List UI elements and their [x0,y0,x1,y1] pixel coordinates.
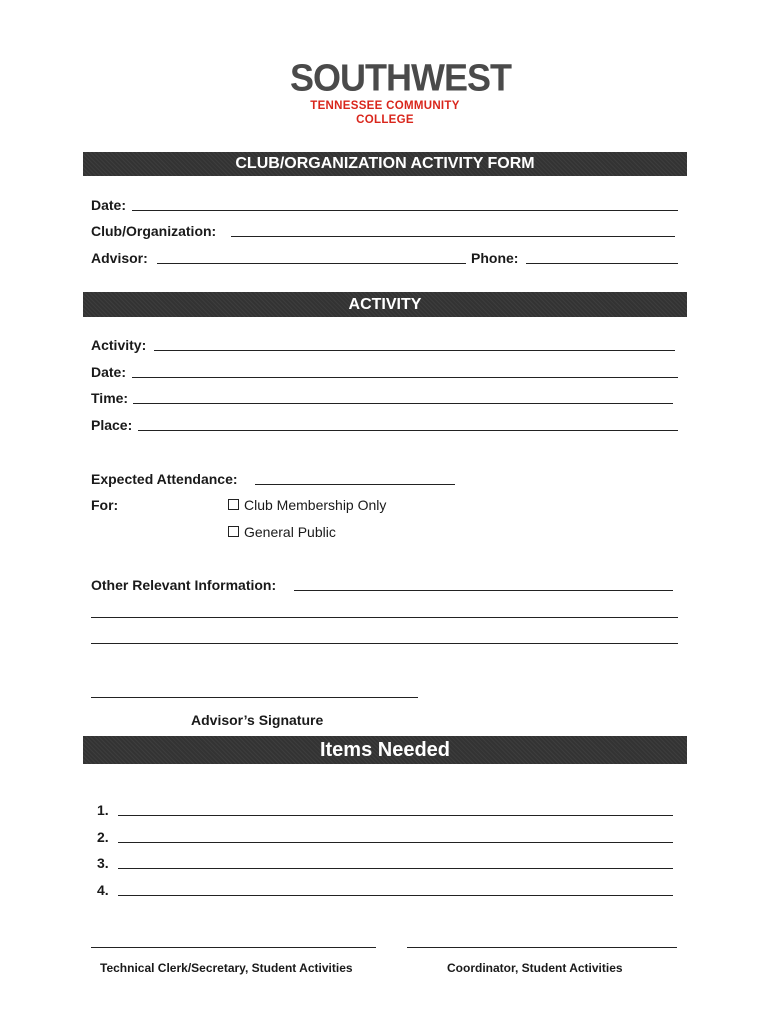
form-title-bar: CLUB/ORGANIZATION ACTIVITY FORM [83,152,687,176]
item-number-4: 4. [97,882,109,898]
advisor-field[interactable] [157,263,466,264]
place-label: Place: [91,417,133,433]
checkbox-icon[interactable] [228,526,239,537]
item-field-2[interactable] [118,842,673,843]
items-needed-bar: Items Needed [83,736,687,764]
attendance-field[interactable] [255,484,455,485]
option-label: Club Membership Only [244,497,387,513]
college-logo: SOUTHWEST [290,55,511,99]
activity-date-field[interactable] [132,377,678,378]
time-field[interactable] [133,403,673,404]
other-info-label: Other Relevant Information: [91,577,277,593]
phone-label: Phone: [471,250,519,266]
option-general-public[interactable] [228,523,336,541]
club-label: Club/Organization: [91,223,217,239]
advisor-label: Advisor: [91,250,148,266]
item-field-1[interactable] [118,815,673,816]
option-club-membership[interactable] [228,496,386,514]
club-field[interactable] [231,236,675,237]
date-field[interactable] [132,210,678,211]
time-label: Time: [91,390,129,406]
coordinator-signature-line[interactable] [407,947,677,948]
other-info-field[interactable] [294,590,673,591]
phone-field[interactable] [526,263,678,264]
clerk-signature-line[interactable] [91,947,376,948]
checkbox-icon[interactable] [228,499,239,510]
activity-date-label: Date: [91,364,127,380]
college-logo-subtitle: TENNESSEE COMMUNITY COLLEGE [310,100,460,126]
item-field-3[interactable] [118,868,673,869]
activity-bar: ACTIVITY [83,292,687,317]
other-info-line-3[interactable] [91,643,678,644]
item-number-2: 2. [97,829,109,845]
option-label: General Public [244,524,336,540]
advisor-signature-label: Advisor’s Signature [191,712,324,728]
item-number-1: 1. [97,802,109,818]
coordinator-signature-label: Coordinator, Student Activities [447,961,623,975]
other-info-line-2[interactable] [91,617,678,618]
activity-field[interactable] [154,350,675,351]
item-field-4[interactable] [118,895,673,896]
advisor-signature-line[interactable] [91,697,418,698]
date-label: Date: [91,197,127,213]
item-number-3: 3. [97,855,109,871]
for-label: For: [91,497,119,513]
clerk-signature-label: Technical Clerk/Secretary, Student Activities [100,961,353,975]
attendance-label: Expected Attendance: [91,471,238,487]
activity-label: Activity: [91,337,147,353]
place-field[interactable] [138,430,678,431]
